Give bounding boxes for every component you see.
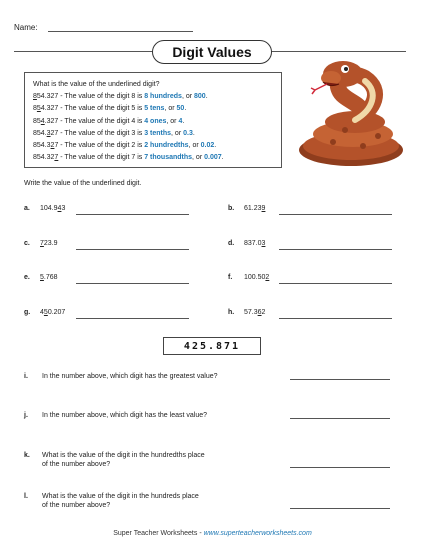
question-text: In the number above, which digit has the least value? bbox=[42, 412, 207, 419]
problem-f bbox=[228, 274, 269, 281]
problem-number: 100.502 bbox=[244, 274, 270, 281]
question-i bbox=[24, 372, 282, 381]
name-field-line[interactable] bbox=[48, 31, 193, 32]
example-line: 854.327 - The value of the digit 8 is 8 hundreds, or 800. bbox=[33, 93, 208, 101]
question-text-continued: of the number above? bbox=[42, 461, 111, 468]
problem-h bbox=[228, 309, 265, 316]
answer-line[interactable] bbox=[76, 283, 189, 284]
question-label: i. bbox=[24, 373, 28, 380]
answer-line[interactable] bbox=[76, 318, 189, 319]
problem-number: 723.9 bbox=[40, 240, 58, 247]
name-label: Name: bbox=[14, 23, 38, 32]
footer bbox=[0, 530, 425, 537]
problem-e bbox=[24, 274, 58, 281]
problem-g bbox=[24, 309, 65, 316]
question-l bbox=[24, 492, 282, 510]
example-line: 854.327 - The value of the digit 7 is 7 thousandths, or 0.007. bbox=[33, 154, 224, 162]
example-box bbox=[24, 72, 282, 168]
problem-label: c. bbox=[24, 240, 30, 247]
question-label: k. bbox=[24, 452, 30, 459]
problem-label: h. bbox=[228, 309, 235, 316]
question-text-continued: of the number above? bbox=[42, 502, 111, 509]
underlined-digit: 8 bbox=[33, 93, 37, 101]
footer-separator: - bbox=[197, 530, 204, 537]
footer-brand: Super Teacher Worksheets bbox=[113, 530, 198, 537]
snake-mascot-icon bbox=[283, 50, 408, 170]
example-line: 854.327 - The value of the digit 2 is 2 hundredths, or 0.02. bbox=[33, 142, 217, 150]
answer-line[interactable] bbox=[290, 418, 390, 419]
underlined-digit: 3 bbox=[46, 129, 51, 137]
problem-number: 450.207 bbox=[40, 309, 66, 316]
underlined-digit: 4 bbox=[40, 117, 45, 125]
example-line: 854.327 - The value of the digit 4 is 4 ones, or 4. bbox=[33, 117, 185, 125]
problem-number: 837.03 bbox=[244, 240, 266, 247]
example-question: What is the value of the underlined digit? bbox=[33, 81, 160, 88]
problem-number: 5.768 bbox=[40, 274, 58, 281]
question-text: What is the value of the digit in the hundreds place bbox=[42, 493, 199, 500]
page-title: Digit Values bbox=[152, 40, 272, 64]
problem-c bbox=[24, 240, 58, 247]
problem-label: f. bbox=[228, 274, 233, 281]
answer-line[interactable] bbox=[76, 214, 189, 215]
example-line: 854.327 - The value of the digit 3 is 3 tenths, or 0.3. bbox=[33, 129, 195, 137]
question-text: What is the value of the digit in the hundredths place bbox=[42, 452, 205, 459]
answer-line[interactable] bbox=[279, 283, 392, 284]
answer-line[interactable] bbox=[290, 467, 390, 468]
problem-label: a. bbox=[24, 205, 30, 212]
answer-line[interactable] bbox=[279, 214, 392, 215]
question-k bbox=[24, 451, 282, 469]
problem-label: e. bbox=[24, 274, 30, 281]
answer-line[interactable] bbox=[279, 249, 392, 250]
problem-number: 104.943 bbox=[40, 205, 66, 212]
underlined-digit: 7 bbox=[54, 154, 59, 162]
problem-label: g. bbox=[24, 309, 31, 316]
underlined-digit: 5 bbox=[36, 105, 41, 113]
question-j bbox=[24, 411, 282, 420]
problem-number: 61.239 bbox=[244, 205, 266, 212]
problem-label: d. bbox=[228, 240, 235, 247]
footer-url[interactable]: www.superteacherworksheets.com bbox=[203, 530, 312, 537]
example-line: 854.327 - The value of the digit 5 is 5 tens, or 50. bbox=[33, 105, 187, 113]
answer-line[interactable] bbox=[290, 508, 390, 509]
underlined-digit: 2 bbox=[50, 142, 55, 150]
question-label: j. bbox=[24, 412, 28, 419]
answer-line[interactable] bbox=[279, 318, 392, 319]
instructions: Write the value of the underlined digit. bbox=[24, 180, 142, 187]
given-number: 425.871 bbox=[163, 337, 261, 355]
problem-label: b. bbox=[228, 205, 235, 212]
question-text: In the number above, which digit has the greatest value? bbox=[42, 373, 218, 380]
question-label: l. bbox=[24, 493, 28, 500]
answer-line[interactable] bbox=[290, 379, 390, 380]
problem-d bbox=[228, 240, 265, 247]
problem-b bbox=[228, 205, 265, 212]
problem-a bbox=[24, 205, 65, 212]
problem-number: 57.362 bbox=[244, 309, 266, 316]
answer-line[interactable] bbox=[76, 249, 189, 250]
